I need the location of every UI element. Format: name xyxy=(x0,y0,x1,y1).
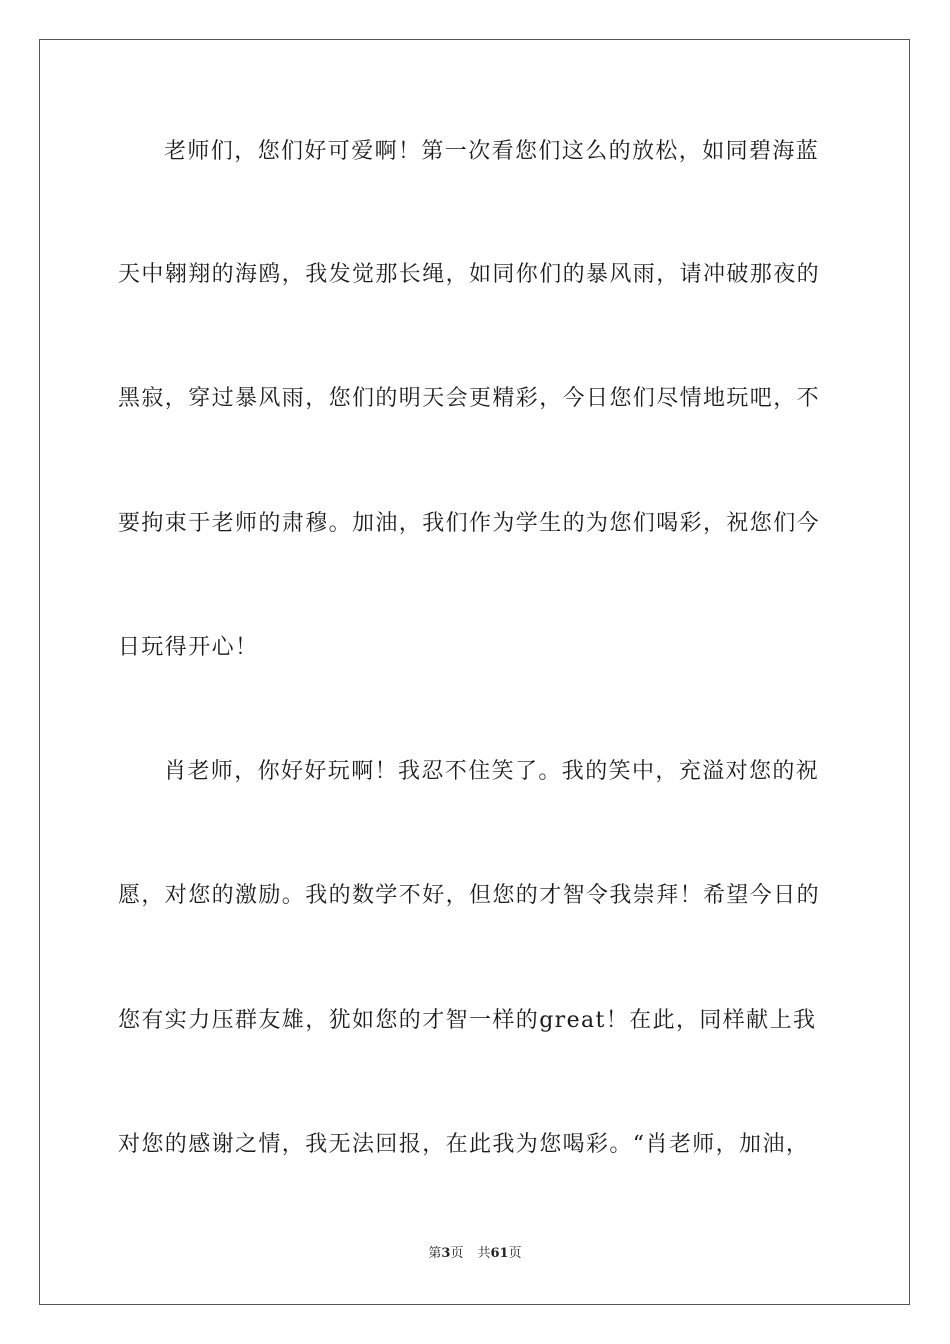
total-pages: 61 xyxy=(490,1246,509,1261)
paragraph-1-line-2: 天中翱翔的海鸥，我发觉那长绳，如同你们的暴风雨，请冲破那夜的 xyxy=(118,262,821,287)
paragraph-2-line-3: 您有实力压群友雄，犹如您的才智一样的great！在此，同样献上我 xyxy=(118,1008,817,1033)
paragraph-1-line-3: 黑寂，穿过暴风雨，您们的明天会更精彩，今日您们尽情地玩吧，不 xyxy=(118,386,821,411)
page-number: 3 xyxy=(441,1246,451,1261)
page-suffix: 页 xyxy=(450,1246,464,1261)
paragraph-2-line-2: 愿，对您的激励。我的数学不好，但您的才智令我崇拜！希望今日的 xyxy=(118,883,821,908)
page-footer xyxy=(0,1244,950,1264)
paragraph-1-line-5: 日玩得开心！ xyxy=(118,635,259,660)
page-prefix: 第 xyxy=(428,1246,442,1261)
paragraph-2-line-4: 对您的感谢之情，我无法回报，在此我为您喝彩。“肖老师，加油， xyxy=(118,1132,810,1157)
paragraph-1-line-4: 要拘束于老师的肃穆。加油，我们作为学生的为您们喝彩，祝您们今 xyxy=(118,511,821,536)
total-suffix: 页 xyxy=(508,1246,522,1261)
page-border xyxy=(39,39,910,1305)
total-prefix: 共 xyxy=(477,1246,491,1261)
paragraph-2-line-1: 肖老师，你好好玩啊！我忍不住笑了。我的笑中，充溢对您的祝 xyxy=(164,759,820,784)
paragraph-1-line-1: 老师们，您们好可爱啊！第一次看您们这么的放松，如同碧海蓝 xyxy=(164,139,820,164)
